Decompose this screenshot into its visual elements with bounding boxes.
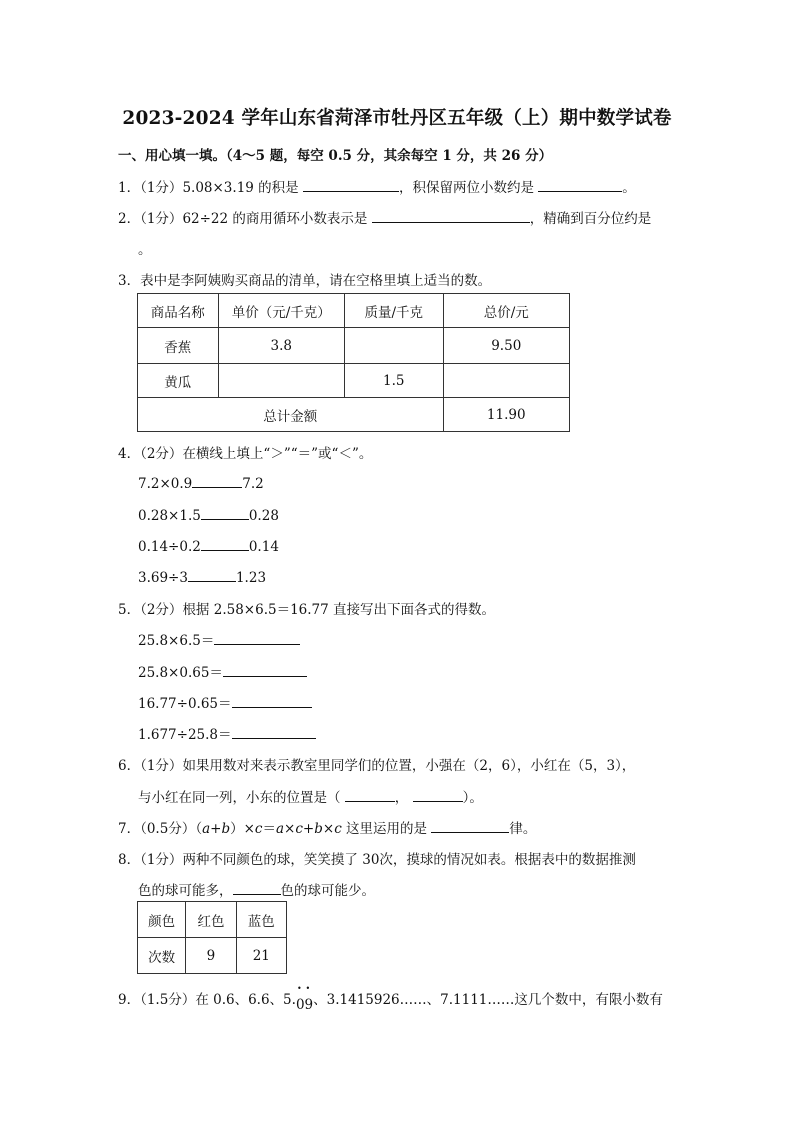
answer-blank[interactable] [232,724,316,739]
question-text: 。 [622,180,636,196]
question-number: 7． [118,821,141,837]
question-score: （1.5分） [140,992,196,1008]
question-text: 这里运用的是 [341,821,428,837]
formula-var: c [334,821,342,837]
table-cell: 9.50 [443,328,570,364]
question-score: （0.5分） [140,821,196,837]
question-number: 5． [118,602,141,618]
question-9 [118,988,663,1013]
expression: 1.677÷25.8＝ [138,727,232,743]
question-text: ， [394,790,409,806]
table-header: 红色 [186,902,236,938]
question-text: 表中是李阿姨购买商品的清单，请在空格里填上适当的数。 [140,273,492,289]
question-text: 在横线上填上“＞”“＝”或“＜”。 [182,446,373,462]
question-8 [118,848,636,868]
formula-part: × [322,821,335,837]
calc-item [138,629,300,649]
formula-part: + [210,821,222,837]
question-score: （2分） [140,446,183,462]
answer-blank[interactable] [232,693,312,708]
table-cell: 次数 [138,938,186,974]
answer-blank[interactable] [233,880,281,895]
question-text: 与小红在同一列，小东的位置是（ [138,790,341,806]
formula-var: a [275,821,285,837]
formula-part: （ [195,821,203,837]
answer-blank[interactable] [372,208,530,223]
question-6 [118,754,635,774]
answer-blank[interactable] [431,818,509,833]
answer-blank[interactable] [413,787,463,802]
question-text: 62÷22 的商用循环小数表示是 [182,211,368,227]
table-header: 蓝色 [236,902,286,938]
question-text: 色的球可能少。 [280,883,375,899]
answer-blank[interactable] [214,630,300,645]
question-text: 色的球可能多， [138,883,233,899]
table-header: 质量/千克 [344,294,443,328]
section-heading: 一、用心填一填。（4～5 题，每空 0.5 分，其余每空 1 分，共 26 分） [118,148,553,164]
question-number: 6． [118,758,141,774]
expression: 1.23 [235,570,267,586]
question-6-cont [138,786,483,806]
question-score: （1分） [140,852,183,868]
answer-blank[interactable] [188,567,236,582]
question-number: 1． [118,180,141,196]
table-cell-blank[interactable] [344,328,443,364]
table-cell: 1.5 [344,364,443,398]
question-number: 2． [118,211,141,227]
compare-item [138,567,266,586]
answer-blank[interactable] [201,505,249,520]
expression: 25.8×6.5＝ [138,633,215,649]
table-header: 商品名称 [138,294,219,328]
question-number: 9． [118,992,141,1008]
question-1 [118,176,636,196]
ball-table [137,901,287,974]
question-score: （2分） [140,602,183,618]
expression: 0.28 [248,508,279,524]
question-7 [118,817,536,837]
question-text: 两种不同颜色的球，笑笑摸了 30次，摸球的情况如表。根据表中的数据推测 [182,852,636,868]
question-8-cont [138,879,375,899]
table-total-value: 11.90 [443,398,570,432]
table-header: 单价（元/千克） [218,294,344,328]
question-2-cont [138,238,152,258]
calc-item [138,661,307,681]
question-number: 8． [118,852,141,868]
page-title: 2023-2024 学年山东省菏泽市牡丹区五年级（上）期中数学试卷 [122,108,672,129]
formula-var: c [295,821,303,837]
table-cell: 黄瓜 [138,364,219,398]
question-text: ，积保留两位小数约是 [398,180,534,196]
question-4 [118,442,372,462]
formula-var: b [314,821,323,837]
formula-var: c [254,821,263,837]
question-text: 。 [138,242,152,258]
formula-part: ＝ [262,821,276,837]
formula-var: b [221,821,231,837]
question-text: 如果用数对来表示教室里同学们的位置，小强在（2，6），小红在（5，3）， [182,758,636,774]
compare-item [138,505,279,524]
expression: 0.28×1.5 [138,508,201,524]
table-header: 颜色 [138,902,186,938]
shopping-table [137,293,570,432]
compare-item [138,473,264,492]
table-cell: 香蕉 [138,328,219,364]
formula-var: a [202,821,211,837]
table-cell: 9 [186,938,236,974]
formula-part: × [284,821,296,837]
table-cell: 3.8 [218,328,344,364]
expression: 16.77÷0.65＝ [138,696,232,712]
table-total-label: 总计金额 [138,398,444,432]
question-text: 律。 [509,821,537,837]
question-3 [118,269,491,289]
answer-blank[interactable] [303,177,399,192]
expression: 25.8×0.65＝ [138,665,223,681]
expression: 7.2×0.9 [138,476,193,492]
answer-blank[interactable] [201,536,249,551]
formula-part: + [302,821,315,837]
question-number: 4． [118,446,141,462]
question-text: 、3.1415926……、7.1111……这几个数中，有限小数有 [313,992,663,1008]
repeating-digit: • 9 [305,997,314,1013]
expression: 0.14÷0.2 [138,539,201,555]
question-2 [118,207,651,227]
question-text: ）。 [462,790,483,806]
answer-blank[interactable] [538,177,622,192]
table-header: 总价/元 [443,294,570,328]
expression: 0.14 [248,539,279,555]
calc-item [138,692,312,712]
question-score: （1分） [140,211,183,227]
expression: 7.2 [242,476,264,492]
question-number: 3． [118,273,141,289]
compare-item [138,536,279,555]
question-text: 根据 2.58×6.5＝16.77 直接写出下面各式的得数。 [182,602,496,618]
expression: 3.69÷3 [138,570,188,586]
question-text: 在 0.6、6.6、5. [195,992,296,1008]
answer-blank[interactable] [192,473,242,488]
question-text: 5.08×3.19 的积是 [182,180,299,196]
table-cell-blank[interactable] [218,364,344,398]
answer-blank[interactable] [345,787,395,802]
table-cell: 21 [236,938,286,974]
table-cell-blank[interactable] [443,364,570,398]
question-5 [118,598,495,618]
calc-item [138,723,316,743]
question-text: ，精确到百分位约是 [529,211,652,227]
repeating-digit: • 0 [296,997,305,1013]
question-score: （1分） [140,758,183,774]
question-score: （1分） [140,180,183,196]
answer-blank[interactable] [223,662,307,677]
formula-part: ）× [230,821,255,837]
